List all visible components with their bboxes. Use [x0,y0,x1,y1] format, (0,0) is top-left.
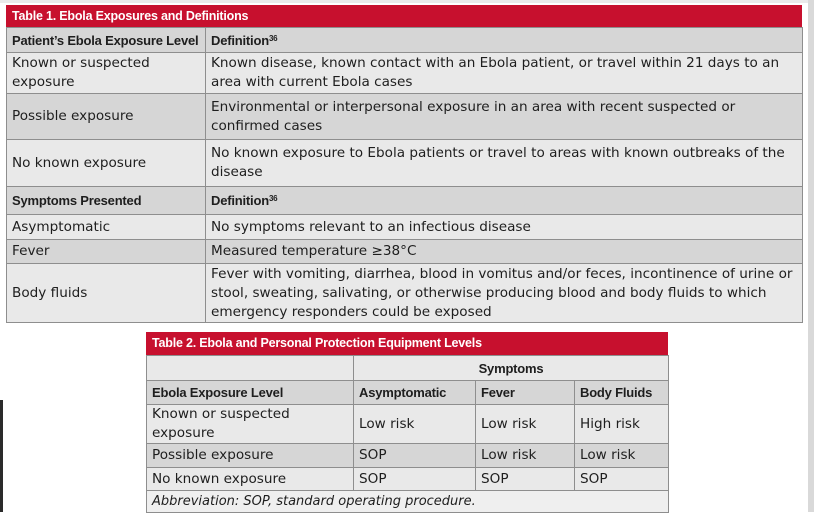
row-label: No known exposure [7,140,206,187]
reference-superscript: 36 [268,194,278,203]
risk-cell: Low risk [476,444,575,468]
table1-subheader-row [7,187,803,215]
table-row [147,468,669,491]
header-definition-label: Definition [211,32,269,48]
row-definition: No known exposure to Ebola patients or travel to areas with known outbreaks of the disease [206,140,803,187]
table-row [7,94,803,140]
table2-symptoms-row [147,356,669,381]
table2-header-row [147,381,669,405]
risk-cell: SOP [354,444,476,468]
table-row [7,53,803,94]
header-body-fluids: Body Fluids [575,381,669,405]
row-definition: Known disease, known contact with an Ebola patient, or travel within 21 days to an area with current Ebola cases [206,53,803,94]
risk-cell: High risk [575,405,669,444]
table-row [7,140,803,187]
risk-cell: SOP [354,468,476,491]
row-label: Known or suspected exposure [147,405,354,444]
top-border [0,0,814,3]
table1-header-definition-2 [206,187,803,215]
risk-cell: Low risk [354,405,476,444]
risk-cell: SOP [575,468,669,491]
reference-superscript: 36 [268,33,278,43]
empty-cell [147,356,354,381]
table1-header-definition [206,28,803,53]
row-label: No known exposure [147,468,354,491]
left-page-edge [0,400,3,512]
header-definition-label: Definition [211,193,269,208]
row-label: Possible exposure [7,94,206,140]
header-asymptomatic: Asymptomatic [354,381,476,405]
table-row [7,215,803,240]
abbreviation-note: Abbreviation: SOP, standard operating procedure. [147,491,669,513]
risk-cell: Low risk [476,405,575,444]
table2-title: Table 2. Ebola and Personal Protection Equipment Levels [146,332,668,355]
row-definition: No symptoms relevant to an infectious disease [206,215,803,240]
row-label: Body fluids [7,264,206,323]
row-label: Asymptomatic [7,215,206,240]
table1-header-exposure: Patient’s Ebola Exposure Level [7,28,206,53]
row-label: Fever [7,240,206,264]
row-label: Known or suspected exposure [7,53,206,94]
row-label: Possible exposure [147,444,354,468]
table1-title: Table 1. Ebola Exposures and Definitions [6,5,802,27]
header-fever: Fever [476,381,575,405]
table1-header-row [7,28,803,53]
table2-footnote-row [147,491,669,513]
table2 [146,355,669,513]
risk-cell: Low risk [575,444,669,468]
table-row [7,240,803,264]
row-definition: Fever with vomiting, diarrhea, blood in vomitus and/or feces, incontinence of urine or stool, sweating, salivating, or otherwise producing blood and body fluids to which emergency responders could be exposed [206,264,803,323]
row-definition: Measured temperature ≥38°C [206,240,803,264]
table1-header-symptoms: Symptoms Presented [7,187,206,215]
right-page-edge [808,0,814,512]
table-row [7,264,803,323]
symptoms-header: Symptoms [354,356,669,381]
risk-cell: SOP [476,468,575,491]
row-definition: Environmental or interpersonal exposure in an area with recent suspected or confirmed cases [206,94,803,140]
table-row [147,444,669,468]
table-row [147,405,669,444]
table1 [6,27,803,323]
header-exposure-level: Ebola Exposure Level [147,381,354,405]
